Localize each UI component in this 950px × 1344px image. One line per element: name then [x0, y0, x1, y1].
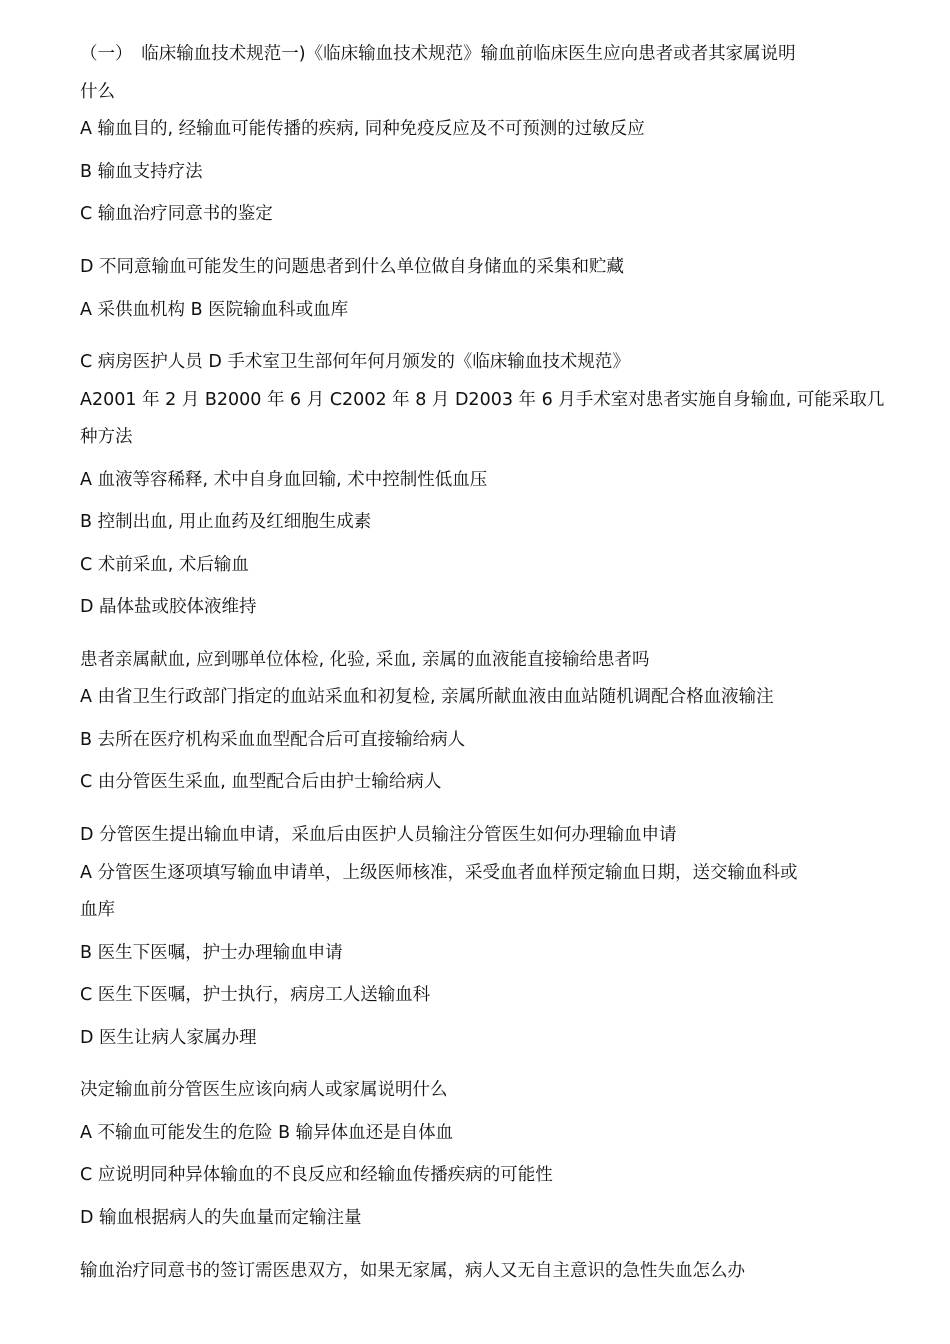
text-line: C 病房医护人员 D 手术室卫生部何年何月颁发的《临床输血技术规范》 — [80, 352, 630, 372]
text-line: 种方法 — [80, 427, 133, 447]
text-line: A 分管医生逐项填写输血申请单，上级医师核准，采受血者血样预定输血日期，送交输血科或 — [80, 863, 798, 883]
text-line: 患者亲属献血, 应到哪单位体检, 化验, 采血, 亲属的血液能直接输给患者吗 — [80, 650, 650, 670]
text-line: A 输血目的, 经输血可能传播的疾病, 同种免疫反应及不可预测的过敏反应 — [80, 119, 645, 139]
text-line: A 由省卫生行政部门指定的血站采血和初复检, 亲属所献血液由血站随机调配合格血液输注 — [80, 687, 774, 707]
text-line: A2001 年 2 月 B2000 年 6 月 C2002 年 8 月 D2003 年 6 月手术室对患者实施自身输血, 可能采取几 — [80, 390, 885, 410]
text-line: B 医生下医嘱，护士办理输血申请 — [80, 943, 343, 963]
text-line: B 去所在医疗机构采血血型配合后可直接输给病人 — [80, 730, 466, 750]
text-line: D 晶体盐或胶体液维持 — [80, 597, 257, 617]
text-line: D 输血根据病人的失血量而定输注量 — [80, 1208, 362, 1228]
text-line: （一） 临床输血技术规范一)《临床输血技术规范》输血前临床医生应向患者或者其家属说明 — [80, 44, 796, 64]
text-line: D 分管医生提出输血申请，采血后由医护人员输注分管医生如何办理输血申请 — [80, 825, 677, 845]
text-line: B 输血支持疗法 — [80, 162, 203, 182]
text-line: B 控制出血, 用止血药及红细胞生成素 — [80, 512, 372, 532]
text-line: A 采供血机构 B 医院输血科或血库 — [80, 300, 349, 320]
text-line: 什么 — [80, 82, 115, 102]
text-line: C 术前采血, 术后输血 — [80, 555, 249, 575]
text-line: D 不同意输血可能发生的问题患者到什么单位做自身储血的采集和贮藏 — [80, 257, 625, 277]
text-line: A 不输血可能发生的危险 B 输异体血还是自体血 — [80, 1123, 454, 1143]
text-line: D 医生让病人家属办理 — [80, 1028, 257, 1048]
text-line: A 血液等容稀释, 术中自身血回输, 术中控制性低血压 — [80, 470, 488, 490]
text-line: C 应说明同种异体输血的不良反应和经输血传播疾病的可能性 — [80, 1165, 553, 1185]
text-line: C 输血治疗同意书的鉴定 — [80, 204, 273, 224]
text-line: C 由分管医生采血, 血型配合后由护士输给病人 — [80, 772, 442, 792]
text-line: 决定输血前分管医生应该向病人或家属说明什么 — [80, 1080, 448, 1100]
text-line: 输血治疗同意书的签订需医患双方，如果无家属，病人又无自主意识的急性失血怎么办 — [80, 1261, 745, 1281]
text-line: 血库 — [80, 900, 115, 920]
text-line: C 医生下医嘱，护士执行，病房工人送输血科 — [80, 985, 431, 1005]
